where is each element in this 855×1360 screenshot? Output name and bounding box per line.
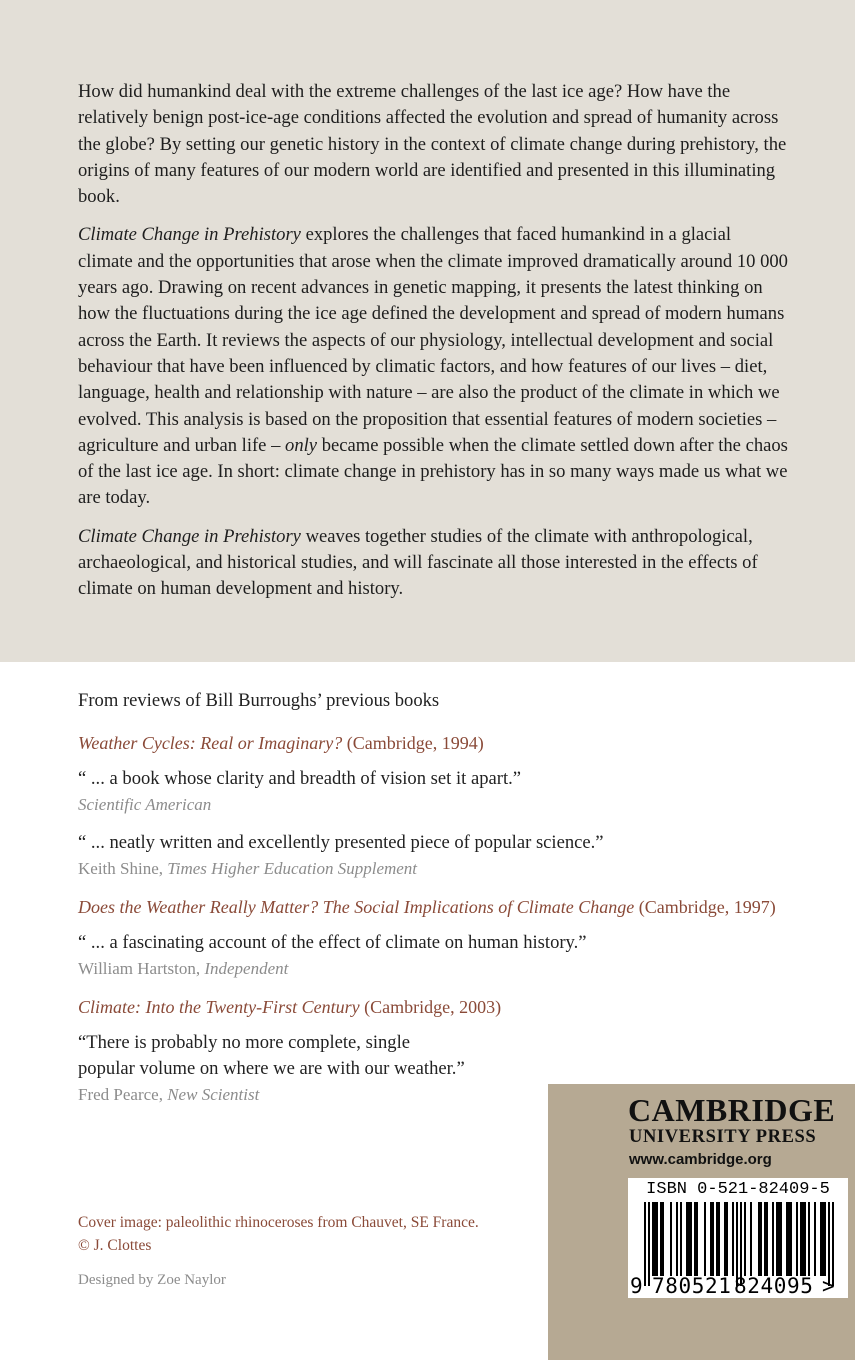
barcode-bar [718,1202,720,1276]
quiet-zone-mark: > [822,1274,835,1298]
blurb-text: explores the challenges that faced humankind in a glacial climate and the opportunities that arose when the climate improved dramatically around 10 000 years ago. Drawing on recent advances in genetic mapping, it presents the latest thinking on how the fluctuations during the ice age defined the development and spread of modern humans across the Earth. It reviews the aspects of our physiology, intellectual development and social behaviour that have been influenced by climatic factors, and how features of our lives – diet, language, health and relationship with nature – are also the product of the climate in which we evolved. This analysis is based on the proposition that essential features of modern societies – agriculture and urban life – [78,224,788,456]
book-title-inline: Climate Change in Prehistory [78,224,301,246]
book-publisher-year: (Cambridge, 2003) [359,997,502,1017]
description-panel [0,0,855,662]
barcode-bar [786,1202,788,1276]
barcode-bar [808,1202,810,1276]
ean-right-group: 824095 [734,1274,814,1298]
barcode-bar [696,1202,698,1276]
reviews-section [78,688,798,1120]
barcode-bar [670,1202,672,1276]
blurb-paragraph-2 [78,222,790,511]
barcode-bar [680,1202,682,1276]
publisher-logo-name: CAMBRIDGE [628,1092,836,1128]
copyright-credit: © J. Clottes [78,1237,152,1254]
blurb-text: weaves together studies of the climate with anthropological, archaeological, and historical studies, and will fascinate all those interested in the effects of climate on human development and history. [78,525,758,600]
review-source [78,956,798,982]
barcode-bar [686,1202,688,1276]
barcode-bar [824,1202,826,1276]
review-quote-line: “There is probably no more complete, single [78,1032,411,1053]
barcode-bar [652,1202,654,1276]
barcode-bar [766,1202,768,1276]
barcode-bar [764,1202,766,1276]
review-publication: Independent [204,959,289,978]
barcode-bar [694,1202,696,1276]
barcode-bar [796,1202,798,1276]
barcode-bar [654,1202,656,1276]
ean-digits [628,1274,848,1298]
review-author: Keith Shine, [78,859,168,878]
ean-first-digit: 9 [630,1274,643,1298]
cover-credits [78,1211,538,1291]
review-author: William Hartston, [78,959,205,978]
barcode-bar [776,1202,778,1276]
barcode-bar [780,1202,782,1276]
review-quote-line: popular volume on where we are with our weather.” [78,1058,465,1079]
barcode-bar [690,1202,692,1276]
blurb-paragraph-1: How did humankind deal with the extreme challenges of the last ice age? How have the relatively benign post-ice-age conditions affected the evolution and spread of humanity across the globe? By setting our genetic history in the context of climate change during prehistory, the origins of many features of our modern world are identified and presented in this illuminating book. [78,81,787,208]
review-source: Scientific American [78,795,212,814]
review-book-title [78,994,798,1020]
publisher-panel [548,1084,855,1360]
publisher-url: www.cambridge.org [629,1151,772,1168]
review-quote: “ ... a fascinating account of the effect of climate on human history.” [78,932,587,953]
barcode-bar [656,1202,658,1276]
review-quote: “ ... a book whose clarity and breadth of vision set it apart.” [78,768,522,789]
review-source [78,856,798,882]
barcode-bar [820,1202,822,1276]
review-book-title [78,730,798,756]
barcode-bar [662,1202,664,1276]
barcode-bar [788,1202,790,1276]
barcode-bar [676,1202,678,1276]
barcode-bar [822,1202,824,1276]
reviews-heading: From reviews of Bill Burroughs’ previous books [78,690,440,711]
book-publisher-year: (Cambridge, 1997) [634,897,776,917]
review-quote: “ ... neatly written and excellently presented piece of popular science.” [78,832,604,853]
barcode-bar [688,1202,690,1276]
book-title: Does the Weather Really Matter? The Social Implications of Climate Change [78,897,635,917]
barcode-bar [772,1202,774,1276]
barcode-bar [758,1202,760,1276]
publisher-logo-press: UNIVERSITY PRESS [629,1127,817,1147]
barcode-bar [744,1202,746,1276]
review-book-title [78,894,798,920]
barcode-bar [704,1202,706,1276]
review-publication: New Scientist [167,1085,260,1104]
barcode-bar [710,1202,712,1276]
blurb-paragraph-3 [78,524,790,603]
barcode-bar [726,1202,728,1276]
blurb-text: became possible when the climate settled down after the chaos of the last ice age. In short: climate change in prehistory has in so many ways made us what we are today. [78,434,788,509]
designer-credit: Designed by Zoe Naylor [78,1272,226,1288]
barcode-bar [814,1202,816,1276]
barcode [628,1178,848,1298]
barcode-bar [750,1202,752,1276]
emphasis-only: only [285,434,318,456]
barcode-bar [760,1202,762,1276]
cover-image-credit: Cover image: paleolithic rhinoceroses from Chauvet, SE France. [78,1214,479,1231]
review-author: Fred Pearce, [78,1085,168,1104]
book-publisher-year: (Cambridge, 1994) [342,733,484,753]
barcode-bar [716,1202,718,1276]
isbn-number: ISBN 0-521-82409-5 [646,1180,830,1199]
book-title-inline: Climate Change in Prehistory [78,525,301,547]
barcode-bar [804,1202,806,1276]
ean-left-group: 780521 [652,1274,732,1298]
barcode-bar [660,1202,662,1276]
barcode-bar [802,1202,804,1276]
barcode-bar [778,1202,780,1276]
book-title: Weather Cycles: Real or Imaginary? [78,733,343,753]
review-publication: Times Higher Education Supplement [167,859,418,878]
barcode-bar [800,1202,802,1276]
book-description [78,79,790,615]
barcode-bar [732,1202,734,1276]
book-title: Climate: Into the Twenty-First Century [78,997,360,1017]
barcode-bar [712,1202,714,1276]
barcode-bar [724,1202,726,1276]
barcode-bar [790,1202,792,1276]
